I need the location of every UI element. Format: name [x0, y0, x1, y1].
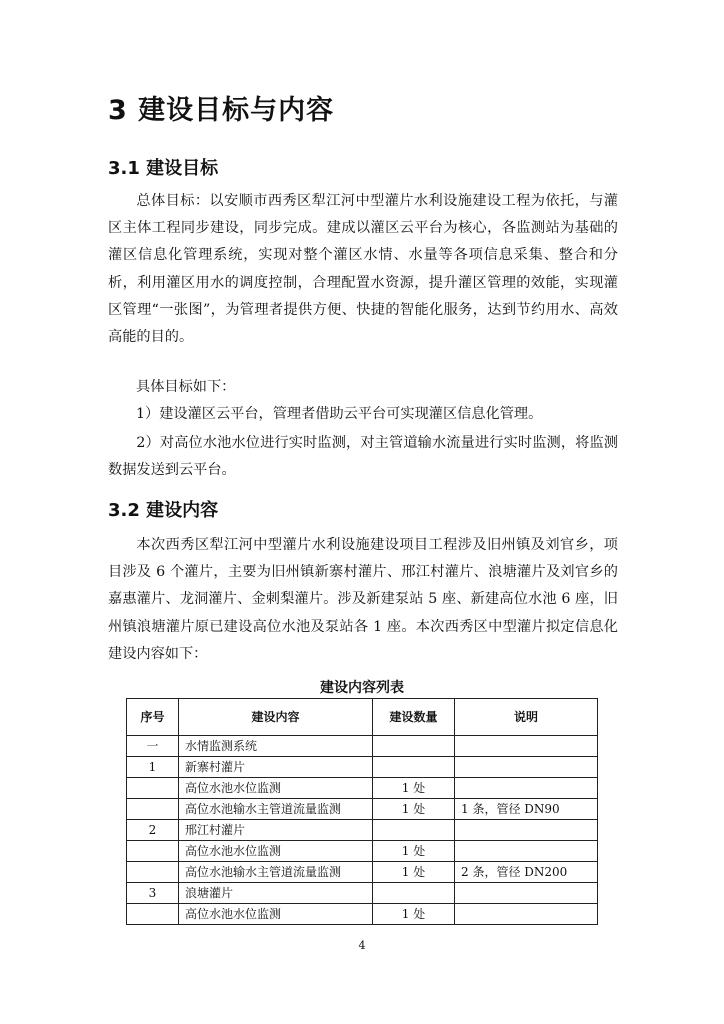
- cell-index: [127, 904, 179, 925]
- header-quantity: 建设数量: [373, 699, 455, 736]
- cell-quantity: 1 处: [373, 841, 455, 862]
- table-row: [127, 799, 598, 820]
- page-number: 4: [358, 939, 366, 952]
- table-row: [127, 883, 598, 904]
- cell-content: 水情监测系统: [179, 736, 373, 757]
- cell-notes: [455, 820, 598, 841]
- goal-item-1: 1）建设灌区云平台，管理者借助云平台可实现灌区信息化管理。: [136, 406, 543, 422]
- table-row: [127, 904, 598, 925]
- table-row: [127, 736, 598, 757]
- cell-content: 高位水池输水主管道流量监测: [179, 862, 373, 883]
- cell-notes: [455, 757, 598, 778]
- cell-content: 高位水池水位监测: [179, 904, 373, 925]
- cell-index: [127, 799, 179, 820]
- table-row: [127, 820, 598, 841]
- cell-index: 2: [127, 820, 179, 841]
- table-row: [127, 778, 598, 799]
- content-table: [126, 698, 598, 925]
- cell-quantity: [373, 883, 455, 904]
- cell-quantity: [373, 757, 455, 778]
- cell-content: 新寨村灌片: [179, 757, 373, 778]
- cell-content: 邢江村灌片: [179, 820, 373, 841]
- cell-index: 3: [127, 883, 179, 904]
- cell-content: 高位水池输水主管道流量监测: [179, 799, 373, 820]
- cell-quantity: 1 处: [373, 904, 455, 925]
- specific-goals-intro: 具体目标如下：: [136, 379, 236, 395]
- cell-notes: [455, 778, 598, 799]
- cell-notes: [455, 904, 598, 925]
- cell-index: [127, 778, 179, 799]
- cell-quantity: 1 处: [373, 799, 455, 820]
- cell-notes: 2 条，管径 DN200: [455, 862, 598, 883]
- table-row: [127, 841, 598, 862]
- cell-quantity: 1 处: [373, 862, 455, 883]
- header-notes: 说明: [455, 699, 598, 736]
- section-heading-goals: 3.1 建设目标: [108, 158, 219, 179]
- cell-content: 高位水池水位监测: [179, 841, 373, 862]
- cell-quantity: [373, 820, 455, 841]
- cell-notes: [455, 736, 598, 757]
- cell-content: 高位水池水位监测: [179, 778, 373, 799]
- cell-content: 浪塘灌片: [179, 883, 373, 904]
- cell-quantity: [373, 736, 455, 757]
- goal-item-2: 2）对高位水池水位进行实时监测，对主管道输水流量进行实时监测，将监测数据发送到云平台。: [108, 435, 618, 479]
- table-header-row: [127, 699, 598, 736]
- cell-notes: [455, 883, 598, 904]
- cell-index: [127, 841, 179, 862]
- table-row: [127, 862, 598, 883]
- chapter-heading: 3 建设目标与内容: [108, 95, 335, 126]
- cell-index: 1: [127, 757, 179, 778]
- table-row: [127, 757, 598, 778]
- cell-notes: [455, 841, 598, 862]
- cell-notes: 1 条，管径 DN90: [455, 799, 598, 820]
- section-heading-content: 3.2 建设内容: [108, 500, 219, 521]
- header-index: 序号: [127, 699, 179, 736]
- cell-index: [127, 862, 179, 883]
- cell-index: 一: [127, 736, 179, 757]
- header-content: 建设内容: [179, 699, 373, 736]
- content-paragraph: 本次西秀区犁江河中型灌片水利设施建设项目工程涉及旧州镇及刘官乡，项目涉及 6 个灌片，主要为旧州镇新寨村灌片、邢江村灌片、浪塘灌片及刘官乡的嘉惠灌片、龙洞灌片、金刺梨灌片。涉及新建泵站 5 座、新建高位水池 6 座，旧州镇浪塘灌片原已建设高位水池及泵站各 1 座。本次西秀区中型灌片拟定信息化建设内容如下：: [108, 537, 618, 662]
- cell-quantity: 1 处: [373, 778, 455, 799]
- table-caption: 建设内容列表: [320, 680, 404, 696]
- overall-goal-paragraph: 总体目标：以安顺市西秀区犁江河中型灌片水利设施建设工程为依托，与灌区主体工程同步建设，同步完成。建成以灌区云平台为核心，各监测站为基础的灌区信息化管理系统，实现对整个灌区水情、水量等各项信息采集、整合和分析，利用灌区用水的调度控制，合理配置水资源，提升灌区管理的效能，实现灌区管理“一张图”，为管理者提供方便、快捷的智能化服务，达到节约用水、高效高能的目的。: [108, 193, 618, 346]
